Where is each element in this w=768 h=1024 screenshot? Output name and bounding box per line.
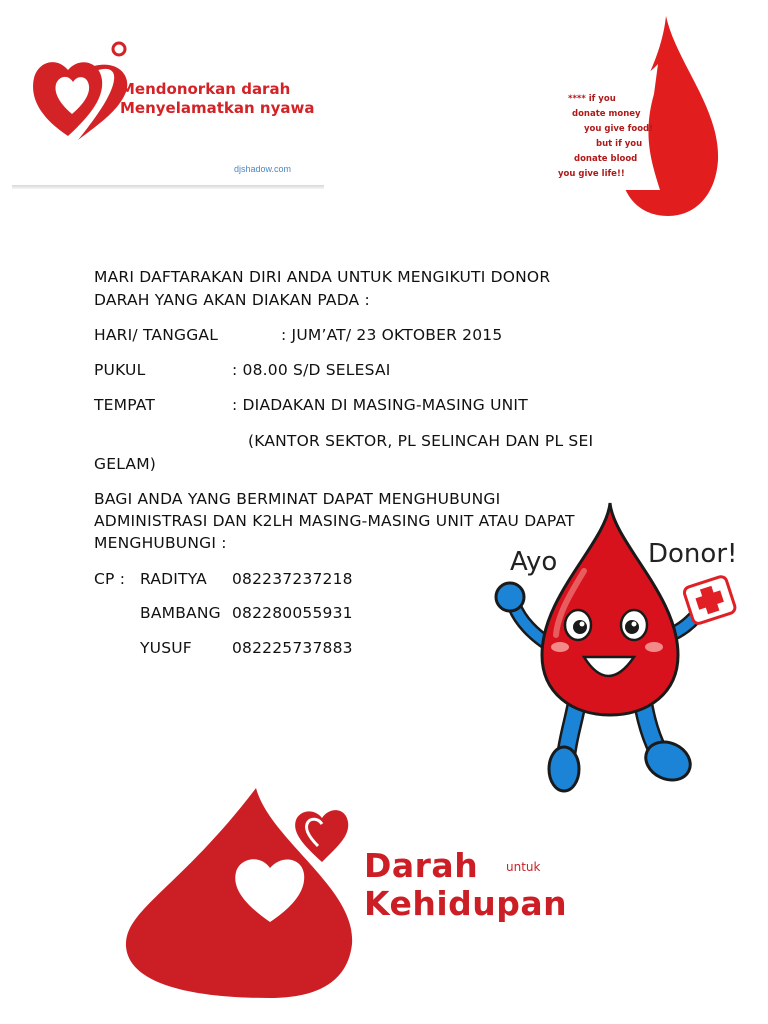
drop-heart-logo-icon [120,784,370,1000]
logo-tagline-2: Menyelamatkan nyawa [120,99,315,117]
intro-line-2: DARAH YANG AKAN DIAKAN PADA : [94,291,370,309]
time-value: : 08.00 S/D SELESAI [232,361,391,379]
time-label: PUKUL [94,361,146,379]
date-label: HARI/ TANGGAL [94,326,219,344]
contact-phone-3: 082225737883 [232,639,353,657]
quote-drop [550,14,730,220]
logo-underline [12,185,324,189]
date-value: : JUM’AT/ 23 OKTOBER 2015 [281,326,503,344]
blood-drop-mascot-icon [488,495,758,795]
footer-word-darah: Darah [364,846,479,885]
header-logo [12,30,324,190]
contact-line-2: ADMINISTRASI DAN K2LH MASING-MASING UNIT ATAU DAPAT [94,512,575,530]
footer-word-untuk: untuk [506,860,541,874]
cp-label: CP : [94,570,126,588]
contact-name-1: RADITYA [140,570,207,588]
footer-word-kehidupan: Kehidupan [364,884,568,923]
contact-phone-2: 082280055931 [232,604,353,622]
place-value: : DIADAKAN DI MASING-MASING UNIT [232,396,528,414]
intro-line-1: MARI DAFTARAKAN DIRI ANDA UNTUK MENGIKUTI DONOR [94,268,551,286]
place-detail-1: (KANTOR SEKTOR, PL SELINCAH DAN PL SEI [248,432,594,450]
mascot-word-donor: Donor! [648,539,738,569]
quote-line-6: you give life!! [558,169,625,179]
mascot-word-ayo: Ayo [510,547,558,577]
contact-name-2: BAMBANG [140,604,221,622]
place-detail-2: GELAM) [94,455,157,473]
contact-name-3: YUSUF [140,639,192,657]
contact-line-1: BAGI ANDA YANG BERMINAT DAPAT MENGHUBUNGI [94,490,501,508]
contact-line-3: MENGHUBUNGI : [94,534,227,552]
site-watermark: djshadow.com [234,164,292,174]
mascot [488,495,758,795]
quote-line-2: donate money [572,109,641,119]
logo-tagline-1: Mendonorkan darah [120,80,291,98]
footer-logo [120,784,660,1000]
quote-line-1: **** if you [568,94,616,104]
quote-line-4: but if you [596,139,643,149]
place-label: TEMPAT [94,396,156,414]
quote-line-3: you give food! [584,124,653,134]
quote-line-5: donate blood [574,154,638,164]
contact-phone-1: 082237237218 [232,570,353,588]
